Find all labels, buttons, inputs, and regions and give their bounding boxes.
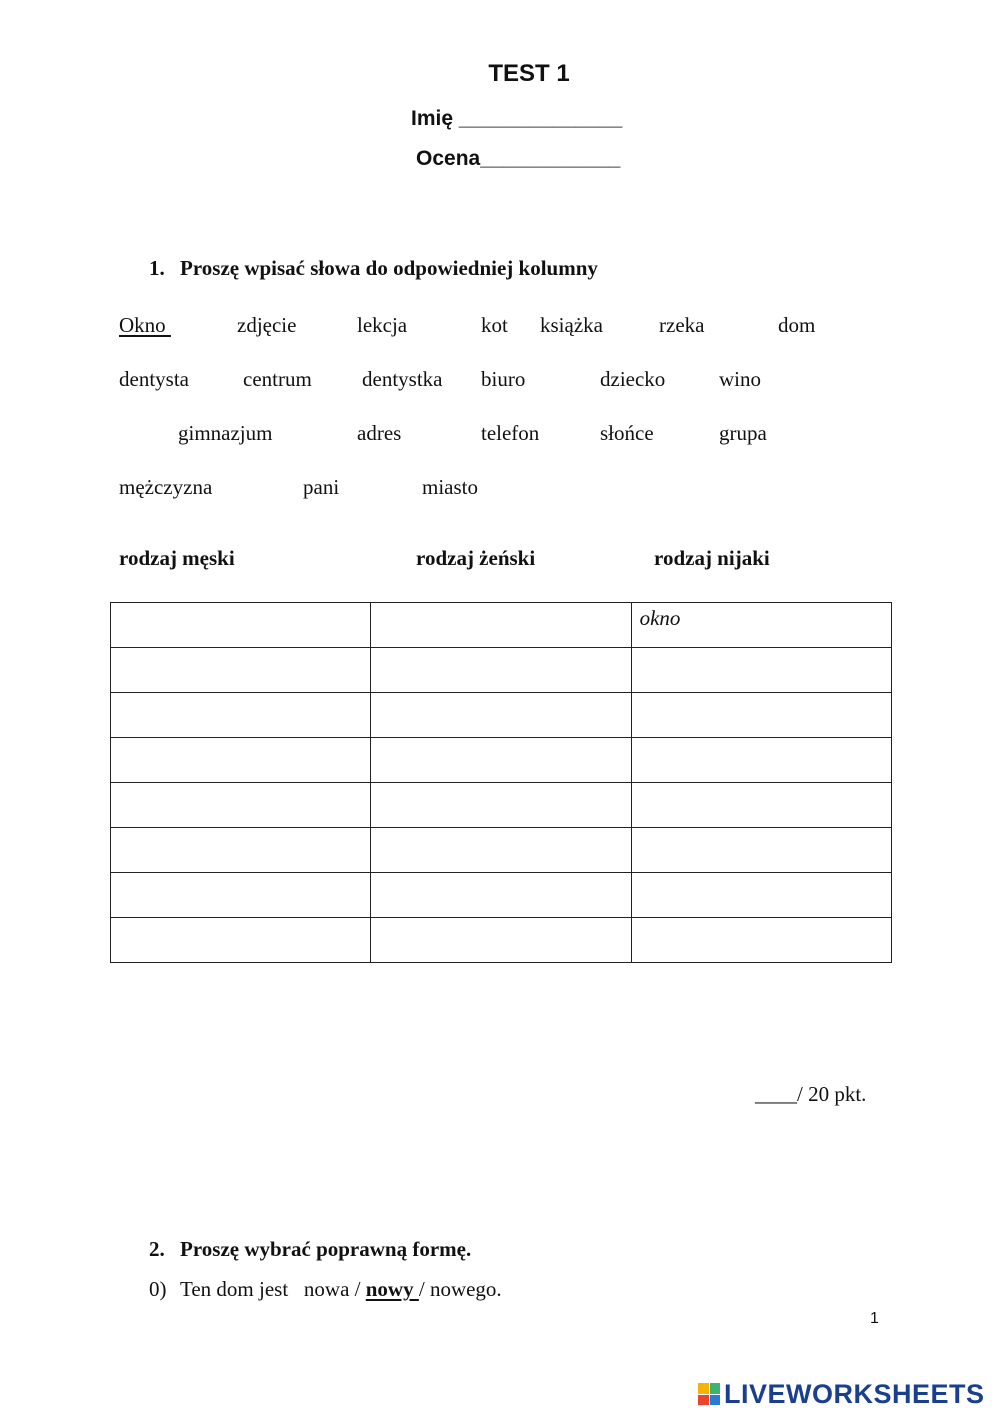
word-bank-row-4 (0, 475, 1000, 505)
table-row (111, 783, 892, 828)
word-item: lekcja (357, 313, 408, 337)
answer-table (110, 602, 892, 963)
word-item: telefon (481, 421, 540, 445)
example-sentence: Ten dom jest nowa / (180, 1277, 366, 1301)
answer-cell[interactable] (631, 693, 891, 738)
word-item: miasto (422, 475, 478, 499)
word-item: dom (778, 313, 816, 337)
word-item: adres (357, 421, 402, 445)
word-item: grupa (719, 421, 767, 445)
answer-cell[interactable] (111, 873, 371, 918)
answer-cell[interactable] (631, 648, 891, 693)
example-answer: okno (639, 606, 681, 630)
word-item: dziecko (600, 367, 666, 391)
table-row (111, 603, 892, 648)
table-row (111, 918, 892, 963)
table-row (111, 873, 892, 918)
word-item: dentysta (119, 367, 189, 391)
word-bank-row-3 (0, 421, 1000, 451)
table-row (111, 828, 892, 873)
logo-tile (698, 1395, 709, 1406)
answer-cell[interactable] (631, 828, 891, 873)
word-bank-row-2 (0, 367, 1000, 397)
liveworksheets-logo (698, 1377, 985, 1411)
word-item: mężczyzna (119, 475, 213, 499)
task2-number: 2. (149, 1237, 165, 1261)
task1-score: ____/ 20 pkt. (755, 1082, 867, 1106)
answer-cell[interactable] (371, 693, 631, 738)
answer-cell[interactable] (631, 738, 891, 783)
answer-cell[interactable] (111, 828, 371, 873)
test-title: TEST 1 (488, 60, 570, 87)
table-row (111, 648, 892, 693)
answer-cell[interactable] (111, 738, 371, 783)
task1-number: 1. (149, 256, 165, 280)
word-item: słońce (600, 421, 654, 445)
name-field-line: Imię ______________ (411, 107, 623, 130)
answer-cell[interactable] (111, 648, 371, 693)
logo-tile (710, 1395, 721, 1406)
example-cell (631, 603, 891, 648)
task2-instruction: Proszę wybrać poprawną formę. (180, 1237, 472, 1261)
answer-cell[interactable] (111, 783, 371, 828)
answer-cell[interactable] (371, 603, 631, 648)
answer-cell[interactable] (631, 783, 891, 828)
example-remaining-options: / nowego. (418, 1277, 502, 1301)
word-bank-row-1 (0, 313, 1000, 343)
column-heading-neuter: rodzaj nijaki (654, 546, 770, 570)
task2-example-number: 0) (149, 1277, 167, 1301)
answer-cell[interactable] (371, 738, 631, 783)
answer-cell[interactable] (631, 918, 891, 963)
column-heading-feminine: rodzaj żeński (416, 546, 536, 570)
page-number: 1 (870, 1310, 879, 1327)
grade-field-line: Ocena____________ (416, 147, 621, 170)
answer-cell[interactable] (631, 873, 891, 918)
logo-tile (710, 1383, 721, 1394)
logo-text: LIVEWORKSHEETS (724, 1378, 985, 1409)
answer-cell[interactable] (371, 783, 631, 828)
word-item: książka (540, 313, 603, 337)
column-heading-masculine: rodzaj męski (119, 546, 235, 570)
word-item: kot (481, 313, 508, 337)
word-item: biuro (481, 367, 526, 391)
word-item: gimnazjum (178, 421, 273, 445)
task2-example (180, 1277, 502, 1302)
answer-cell[interactable] (111, 603, 371, 648)
word-item: pani (303, 475, 340, 499)
answer-cell[interactable] (371, 873, 631, 918)
logo-mark-icon (698, 1383, 720, 1405)
table-row (111, 693, 892, 738)
word-item: Okno (119, 313, 171, 337)
word-item: rzeka (659, 313, 705, 337)
answer-cell[interactable] (111, 693, 371, 738)
table-row (111, 738, 892, 783)
answer-cell[interactable] (371, 918, 631, 963)
answer-cell[interactable] (111, 918, 371, 963)
word-item: wino (719, 367, 761, 391)
answer-cell[interactable] (371, 828, 631, 873)
answer-cell[interactable] (371, 648, 631, 693)
word-item: centrum (243, 367, 312, 391)
word-item: zdjęcie (237, 313, 297, 337)
word-item: dentystka (362, 367, 443, 391)
example-correct-answer: nowy (365, 1277, 419, 1301)
task1-instruction: Proszę wpisać słowa do odpowiedniej kolumny (180, 256, 598, 280)
logo-tile (698, 1383, 709, 1394)
